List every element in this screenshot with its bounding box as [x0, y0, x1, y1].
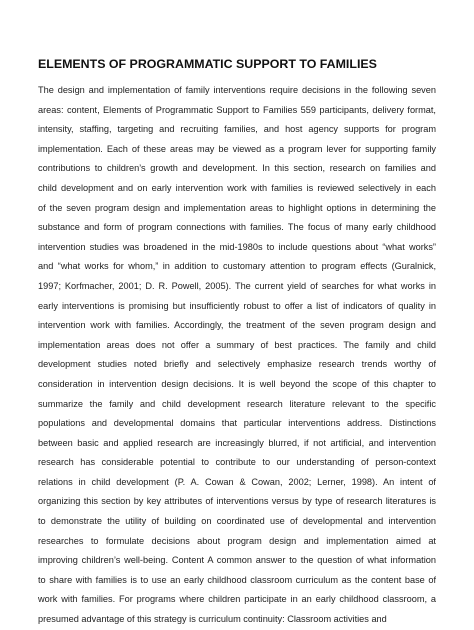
text-line: intervention studies was broadened in the mid-1980s to include questions about “what works”: [38, 241, 436, 252]
text-line: child development and on early intervention work with families is reviewed selectively in each: [38, 182, 436, 193]
text-line: between basic and applied research are increasingly blurred, if not artificial, and intervention: [38, 437, 436, 448]
text-line: presumed advantage of this strategy is curriculum continuity: Classroom activities and: [38, 614, 387, 625]
text-line: and “what works for whom,” in addition to customary attention to program effects (Guralnick,: [38, 261, 436, 272]
text-line: research has considerable potential to contribute to our understanding of person-context: [38, 457, 436, 468]
body-paragraph: [38, 81, 436, 630]
text-line: researches to formulate decisions about program design and implementation aimed at: [38, 535, 436, 546]
document-title: ELEMENTS OF PROGRAMMATIC SUPPORT TO FAMILIES: [38, 57, 377, 71]
text-line: relations in child development (P. A. Cowan & Cowan, 2002; Lerner, 1998). An intent of: [38, 476, 436, 487]
text-line: organizing this section by key attributes of interventions versus by type of research literatures is: [38, 496, 436, 507]
text-line: to demonstrate the utility of building on coordinated use of developmental and intervention: [38, 516, 436, 527]
text-line: intensity, staffing, targeting and recruiting families, and host agency supports for program: [38, 124, 436, 135]
text-line: implementation. Each of these areas may be viewed as a program lever for supporting family: [38, 143, 436, 154]
text-line: early interventions is promising but insufficiently robust to offer a list of indicators of quality in: [38, 300, 436, 311]
text-line: of the seven program design and implementation areas to highlight options in determining the: [38, 202, 436, 213]
text-line: intervention work with families. Accordingly, the treatment of the seven program design and: [38, 320, 436, 331]
text-line: development studies noted briefly and selectively emphasize research trends worthy of: [38, 359, 436, 370]
text-line: The design and implementation of family interventions require decisions in the following seven: [38, 85, 436, 95]
text-line: contributions to children’s growth and development. In this section, research on families and: [38, 163, 436, 174]
text-line: implementation areas does not offer a summary of best practices. The family and child: [38, 339, 436, 350]
text-line: to share with families is to use an early childhood classroom curriculum as the content base of: [38, 574, 436, 585]
text-line: summarize the family and child development research literature relevant to the specific: [38, 398, 436, 409]
text-line: work with families. For programs where children participate in an early childhood classroom, a: [38, 594, 436, 605]
text-line: consideration in intervention design decisions. It is well beyond the scope of this chapter to: [38, 378, 436, 389]
text-line: areas: content, Elements of Programmatic Support to Families 559 participants, delivery format,: [38, 104, 436, 115]
text-line: improving children’s well-being. Content A common answer to the question of what information: [38, 555, 436, 566]
text-line: populations and developmental domains that particular interventions address. Distinctions: [38, 418, 436, 429]
text-line: 1997; Korfmacher, 2001; D. R. Powell, 2005). The current yield of searches for what works in: [38, 280, 436, 291]
text-line: substance and form of program connections with families. The focus of many early childhood: [38, 222, 436, 233]
